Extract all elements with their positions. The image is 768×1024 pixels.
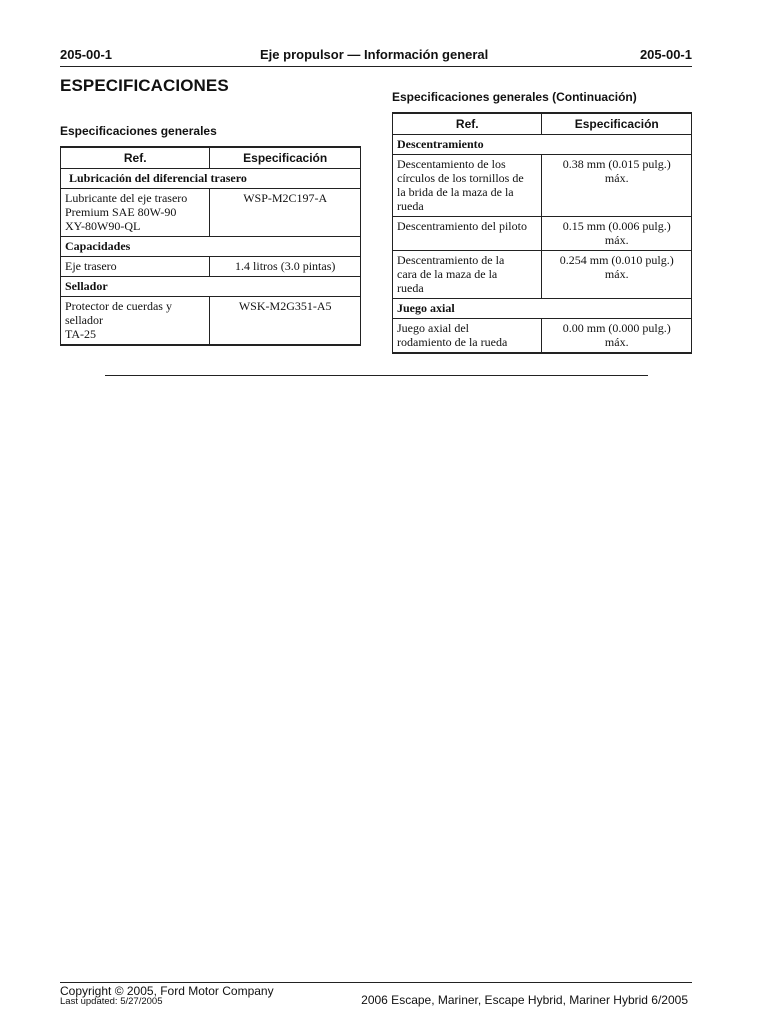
ref-line: la brida de la maza de la: [397, 185, 514, 199]
table-row: [61, 189, 361, 237]
spec-cell: [542, 319, 692, 354]
spec-value: 0.254 mm (0.010 pulg.): [559, 253, 674, 267]
table-row: [393, 251, 692, 299]
group-label-capacities: Capacidades: [61, 237, 361, 257]
section-title: ESPECIFICACIONES: [60, 76, 229, 95]
ref-line: rueda: [397, 281, 424, 295]
table-header-row: [61, 147, 361, 169]
ref-line: Protector de cuerdas y: [65, 299, 172, 313]
ref-cell: [393, 319, 542, 354]
table-header-row: [393, 113, 692, 135]
spec-cell: [542, 217, 692, 251]
column-header-spec: Especificación: [542, 113, 692, 135]
spec-cell: [542, 155, 692, 217]
ref-line: rueda: [397, 199, 424, 213]
spec-value: 0.38 mm (0.015 pulg.): [562, 157, 671, 171]
ref-line: Premium SAE 80W-90: [65, 205, 177, 219]
ref-cell: [61, 189, 210, 237]
ref-line: círculos de los tornillos de: [397, 171, 524, 185]
vehicle-applicability: 2006 Escape, Mariner, Escape Hybrid, Mariner Hybrid 6/2005: [361, 993, 688, 1007]
spec-qualifier: máx.: [604, 171, 629, 185]
group-label-lubrication: Lubricación del diferencial trasero: [61, 169, 361, 189]
ref-line: Juego axial del: [397, 321, 469, 335]
ref-cell: [393, 251, 542, 299]
column-header-ref: Ref.: [61, 147, 210, 169]
general-specs-continued-table: [392, 112, 692, 354]
group-row: [393, 299, 692, 319]
column-header-spec: Especificación: [210, 147, 361, 169]
ref-cell: Descentramiento del piloto: [393, 217, 542, 251]
spec-qualifier: máx.: [604, 335, 629, 349]
spec-cell: [542, 251, 692, 299]
spec-qualifier: máx.: [604, 267, 629, 281]
table2-caption: Especificaciones generales (Continuación): [392, 90, 637, 104]
group-label-runout: Descentramiento: [393, 135, 692, 155]
section-separator: [105, 375, 648, 376]
group-row: [393, 135, 692, 155]
ref-line: Descentamiento de los: [397, 157, 506, 171]
table-row: [393, 217, 692, 251]
group-label-end-play: Juego axial: [393, 299, 692, 319]
spec-cell: WSP-M2C197-A: [210, 189, 361, 237]
ref-line: sellador: [65, 313, 103, 327]
group-row: [61, 169, 361, 189]
spec-value: 0.00 mm (0.000 pulg.): [562, 321, 671, 335]
group-row: [61, 237, 361, 257]
table-row: [61, 257, 361, 277]
group-label-sealant: Sellador: [61, 277, 361, 297]
ref-line: rodamiento de la rueda: [397, 335, 508, 349]
ref-line: cara de la maza de la: [397, 267, 498, 281]
table1-caption: Especificaciones generales: [60, 124, 217, 138]
ref-cell: [393, 155, 542, 217]
ref-cell: Eje trasero: [61, 257, 210, 277]
footer-rule: [60, 982, 692, 983]
ref-cell: [61, 297, 210, 346]
spec-cell: 1.4 litros (3.0 pintas): [210, 257, 361, 277]
ref-line: Lubricante del eje trasero: [65, 191, 188, 205]
header-rule: [60, 66, 692, 67]
table-row: [393, 155, 692, 217]
table-row: [61, 297, 361, 346]
ref-line: TA-25: [65, 327, 97, 341]
ref-line: XY-80W90-QL: [65, 219, 141, 233]
general-specs-table: [60, 146, 361, 346]
copyright-text: Copyright © 2005, Ford Motor Company: [60, 984, 274, 998]
table-row: [393, 319, 692, 354]
page-number-left: 205-00-1: [60, 47, 113, 62]
spec-value: 0.15 mm (0.006 pulg.): [562, 219, 671, 233]
spec-cell: WSK-M2G351-A5: [210, 297, 361, 346]
last-updated-text: Last updated: 5/27/2005: [60, 996, 163, 1007]
group-row: [61, 277, 361, 297]
column-header-ref: Ref.: [393, 113, 542, 135]
ref-line: Descentramiento de la: [397, 253, 505, 267]
page-number-right: 205-00-1: [639, 47, 692, 62]
page-header-title: Eje propulsor — Información general: [260, 47, 489, 62]
spec-qualifier: máx.: [604, 233, 629, 247]
